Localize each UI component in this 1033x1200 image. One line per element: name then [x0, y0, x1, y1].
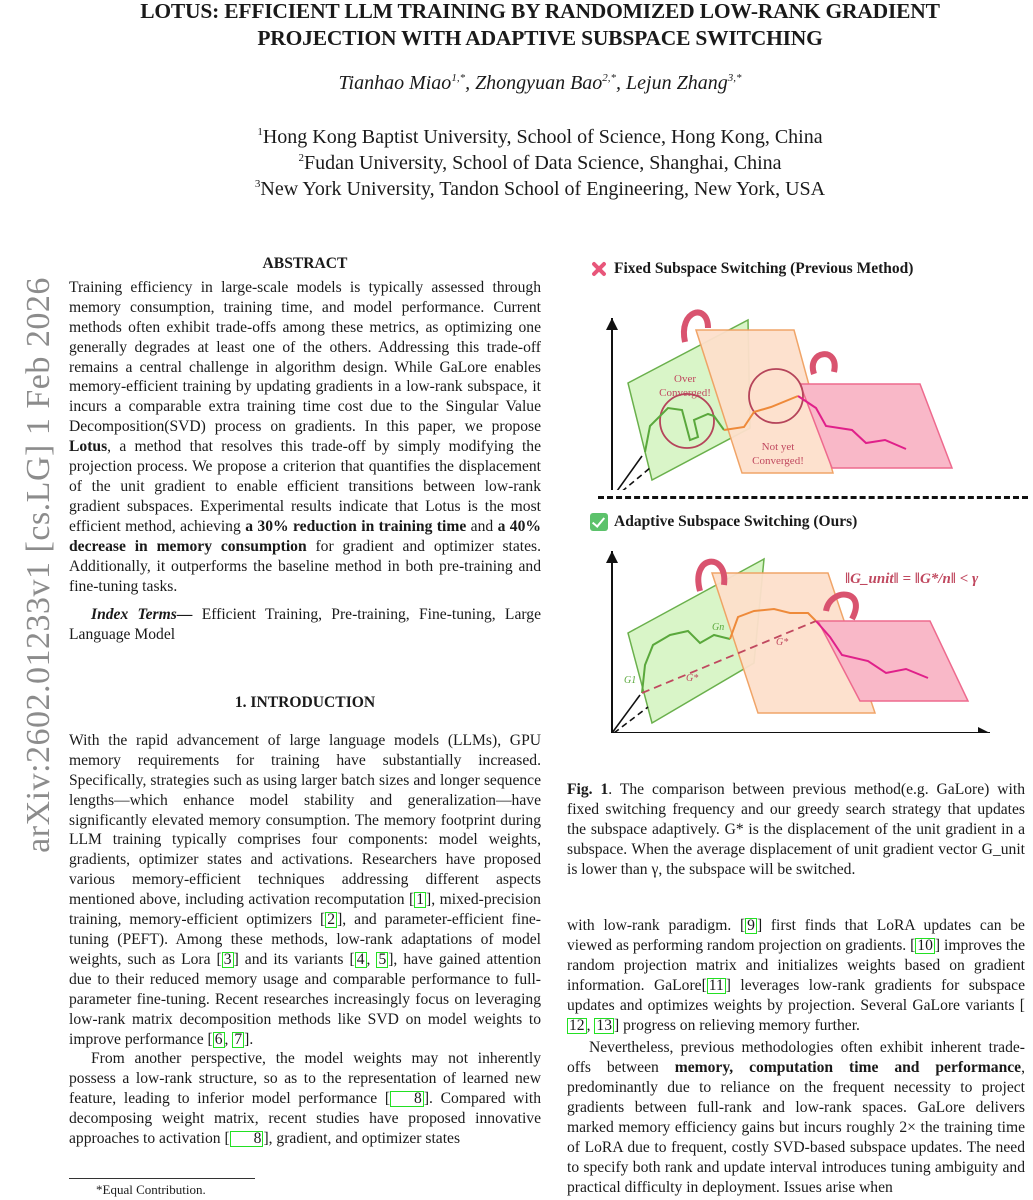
right-column-text — [567, 916, 1025, 1198]
figure-1 — [590, 260, 1030, 733]
author-name: Zhongyuan Bao — [475, 72, 603, 94]
fig-bottom-title: Adaptive Subspace Switching (Ours) — [590, 513, 1030, 531]
author-list: Tianhao Miao$^{1,*}$, Zhongyuan Bao$^{2,*}$, Lejun Zhang$^{3,*}$ — [338, 72, 742, 94]
cross-icon — [590, 260, 608, 278]
intro-paragraph-1: With the rapid advancement of large language models (LLMs), GPU memory requirements for training have substantially increased. Specifically, strategies such as using larger batch sizes and longer sequence lengths—which enhance model stability and generalization—have significantly elevated memory consumption. The memory footprint during LLM training typically comprises four components: model weights, gradients, optimizer states and activations. Researchers have proposed various memory-efficient techniques addressing different aspects mentioned above, including activation recomputation [ 1 ], mixed-precision training, memory-efficient optimizers [ 2 ], and parameter-efficient fine-tuning (PEFT). Among these methods, low-rank adaptations of model weights, such as Lora [ 3 ] and its variants [ 4 , 5 ], have gained attention due to their reduced memory usage and comparable performance to full-parameter fine-tuning. Recent researches increasingly focus on leveraging low-rank matrix decomposition methods like SVD on model weights to improve performance [ 6 , 7 ]. — [69, 731, 541, 1048]
affiliation: $^2$Fudan University, School of Data Science, Shanghai, China — [298, 152, 782, 174]
footnote-rule — [69, 1178, 255, 1179]
svg-text:Converged!: Converged! — [659, 387, 711, 399]
svg-text:Gn: Gn — [712, 622, 725, 633]
citation-link[interactable]: 9 — [747, 917, 755, 934]
title-line-2: PROJECTION WITH ADAPTIVE SUBSPACE SWITCHING — [257, 26, 823, 50]
footnote-equal-contribution: *Equal Contribution. — [96, 1182, 206, 1197]
adaptive-switching-diagram — [590, 533, 1030, 733]
author-name: Lejun Zhang — [626, 72, 728, 94]
right-paragraph-1: with low-rank paradigm. [ 9 ] first finds that LoRA updates can be viewed as performing random projection on gradients. [ 10 ] improves the random projection matrix and initializes weights based on gradient information. GaLore[ 11 ] leverages low-rank gradients for subspace updates and optimizes weights by projection. Several GaLore variants [12 , 13 ] progress on relieving memory further. — [567, 917, 1026, 1034]
title-line-1: LOTUS: EFFICIENT LLM TRAINING BY RANDOMIZED LOW-RANK GRADIENT — [140, 0, 940, 23]
affiliations — [60, 124, 1020, 202]
citation-link[interactable]: 1 — [416, 891, 425, 909]
introduction-heading: 1. INTRODUCTION — [234, 694, 376, 711]
figure-caption: Fig. 1. The comparison between previous method(e.g. GaLore) with fixed switching frequency and our greedy search strategy that updates the subspace adaptively. G* is the displacement of the unit gradient in a subspace. When the average displacement of unit gradient vector G_unit is lower than γ, the subspace will be switched. — [567, 781, 1026, 878]
svg-text:Converged!: Converged! — [752, 455, 804, 467]
svg-text:G1: G1 — [624, 675, 637, 686]
check-icon — [590, 513, 608, 531]
svg-text:G*: G* — [776, 637, 789, 648]
introduction-section — [69, 693, 541, 1149]
citation-link[interactable]: 2 — [327, 911, 336, 929]
svg-text:Over: Over — [674, 373, 696, 385]
citation-link[interactable]: 11 — [708, 976, 724, 994]
citation-link[interactable]: 3 — [223, 950, 232, 968]
fixed-switching-diagram — [590, 280, 1030, 490]
citation-link[interactable]: 4 — [356, 950, 365, 968]
svg-text:‖G_unit‖ = ‖G*/n‖ < γ: ‖G_unit‖ = ‖G*/n‖ < γ — [845, 571, 979, 587]
index-terms: Index Terms— Efficient Training, Pre-training, Fine-tuning, Large Language Model — [69, 606, 541, 644]
author-name: Tianhao Miao — [338, 72, 452, 94]
citation-link[interactable]: 12 — [569, 1016, 585, 1034]
paper-title — [60, 0, 1020, 52]
svg-text:Not yet: Not yet — [761, 441, 795, 453]
citation-link[interactable]: 8 — [230, 1131, 264, 1147]
arxiv-stamp: arXiv:2602.01233v1 [cs.LG] 1 Feb 2026 — [20, 277, 57, 853]
citation-link[interactable]: 5 — [378, 950, 387, 968]
citation-link[interactable]: 6 — [214, 1030, 223, 1048]
figure-divider — [598, 496, 1028, 499]
citation-link[interactable]: 8 — [390, 1091, 424, 1107]
abstract-body: Training efficiency in large-scale models is typically assessed through memory consumption, training time, and model performance. Current methods often exhibit trade-offs among these metrics, as optimizing one generally degrades at least one of the others. Addressing this trade-off remains a central challenge in algorithm design. While GaLore enables memory-efficient training by updating gradients in a low-rank subspace, it incurs a comparable extra training time cost due to the Singular Value Decomposition(SVD) process on gradients. In this paper, we propose Lotus, a method that resolves this trade-off by simply modifying the projection process. We propose a criterion that quantifies the displacement of the unit gradient to enable efficient transitions between low-rank gradient subspaces. Experimental results indicate that Lotus is the most efficient method, achieving a 30% reduction in training time and a 40% decrease in memory consumption for gradient and optimizer states. Additionally, it outperforms the baseline method in both pre-training and fine-tuning tasks. — [69, 278, 541, 595]
citation-link[interactable]: 7 — [234, 1030, 243, 1048]
abstract-section — [69, 254, 541, 645]
fig-top-title: Fixed Subspace Switching (Previous Method) — [590, 260, 1030, 278]
citation-link[interactable]: 13 — [596, 1016, 612, 1034]
citation-link[interactable]: 10 — [917, 936, 933, 954]
affiliation: $^3$New York University, Tandon School of Engineering, New York, USA — [254, 178, 826, 200]
affiliation: $^1$Hong Kong Baptist University, School of Science, Hong Kong, China — [257, 126, 823, 148]
right-paragraph-2: Nevertheless, previous methodologies often exhibit inherent trade-offs between memory, computation time and performance, predominantly due to reliance on the frequent necessity to project gradients between full-rank and low-rank spaces. GaLore delivers marked memory efficiency gains but incurs roughly 2× the training time of LoRA due to frequent, costly SVD-based subspace updates. The need to specify both rank and update interval introduces tuning ambiguity and practical difficulty in deployment. Issues arise when — [567, 1039, 1026, 1196]
abstract-heading: ABSTRACT — [262, 255, 348, 272]
intro-paragraph-2: From another perspective, the model weights may not inherently possess a low-rank structure, so as to the representation of learned new feature, leading to inferior model performance [ 8 ]. Compared with decomposing weight matrix, recent studies have proposed innovative approaches to activation [ 8 ], gradient, and optimizer states — [69, 1050, 541, 1148]
svg-text:G*: G* — [686, 673, 699, 684]
